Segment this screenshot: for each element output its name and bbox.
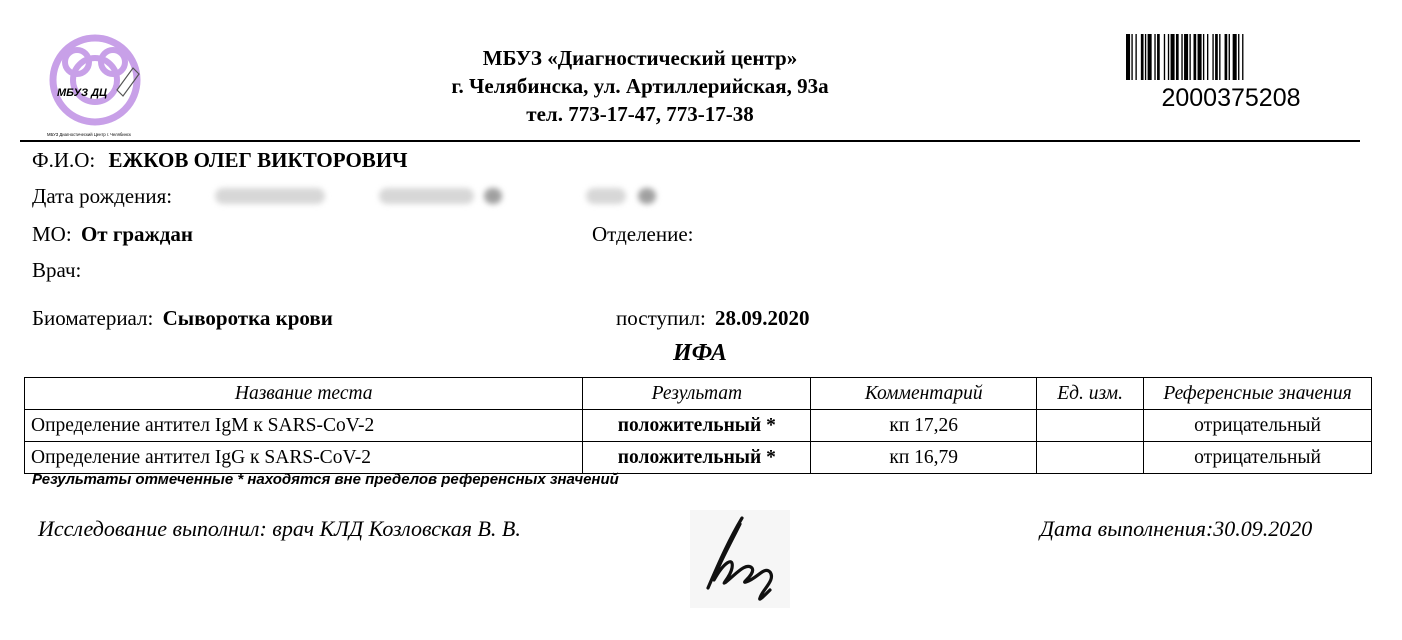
barcode-bar	[1181, 34, 1182, 80]
barcode-bar	[1184, 34, 1188, 80]
barcode-bar	[1242, 34, 1243, 80]
org-phone: тел. 773-17-47, 773-17-38	[526, 102, 754, 126]
organization-header	[310, 44, 970, 128]
test-name-cell: Определение антител IgM к SARS-CoV-2	[25, 410, 583, 442]
barcode-bar	[1212, 34, 1213, 80]
barcode-bar	[1148, 34, 1152, 80]
logo-text: МБУЗ ДЦ	[57, 87, 108, 99]
biomaterial-label: Биоматериал:	[32, 306, 154, 330]
barcode-bar	[1164, 34, 1165, 80]
barcode-bar	[1154, 34, 1155, 80]
barcode-bar	[1207, 34, 1208, 80]
barcode-bar	[1135, 34, 1136, 80]
table-header-row	[25, 378, 1372, 410]
barcode-bar	[1198, 34, 1202, 80]
col-header-test: Название теста	[25, 378, 583, 410]
barcode-bar	[1215, 34, 1218, 80]
patient-name-value: ЕЖКОВ ОЛЕГ ВИКТОРОВИЧ	[108, 148, 408, 172]
department-label: Отделение:	[592, 222, 694, 246]
footnote: Результаты отмеченные * находятся вне пределов референсных значений	[32, 471, 619, 488]
barcode-bar	[1219, 34, 1220, 80]
clinic-logo	[47, 34, 147, 138]
barcode-bar	[1145, 34, 1146, 80]
logo-caption: МБУЗ Диагностический Центр г. Челябинск	[47, 132, 131, 137]
barcode-bar	[1229, 34, 1230, 80]
barcode-number: 2000375208	[1161, 84, 1301, 112]
dob-row	[32, 184, 172, 209]
unit-cell	[1037, 410, 1144, 442]
barcode-bar	[1238, 34, 1239, 80]
performed-by: Исследование выполнил: врач КЛД Козловская В. В.	[38, 516, 521, 541]
barcode-bar	[1189, 34, 1190, 80]
patient-name-label: Ф.И.О:	[32, 148, 96, 172]
barcode-bar	[1141, 34, 1144, 80]
date-performed: Дата выполнения:30.09.2020	[1040, 516, 1313, 541]
barcode-bar	[1168, 34, 1169, 80]
barcode-bar	[1203, 34, 1204, 80]
received-date: 28.09.2020	[715, 306, 810, 330]
barcode-bar	[1225, 34, 1228, 80]
mo-row	[32, 222, 193, 247]
reference-cell: отрицательный	[1144, 442, 1372, 474]
table-row	[25, 442, 1372, 474]
patient-name-row	[32, 148, 408, 173]
result-cell: положительный *	[583, 410, 811, 442]
org-address: г. Челябинска, ул. Артиллерийская, 93а	[451, 74, 829, 98]
results-table	[24, 377, 1372, 474]
comment-cell: кп 17,26	[811, 410, 1037, 442]
redacted-personal-data	[215, 188, 656, 209]
received-row	[616, 306, 810, 331]
col-header-unit: Ед. изм.	[1037, 378, 1144, 410]
col-header-result: Результат	[583, 378, 811, 410]
result-cell: положительный *	[583, 442, 811, 474]
comment-cell: кп 16,79	[811, 442, 1037, 474]
unit-cell	[1037, 442, 1144, 474]
mo-label: МО:	[32, 222, 72, 246]
test-name-cell: Определение антител IgG к SARS-CoV-2	[25, 442, 583, 474]
doctor-label: Врач:	[32, 258, 82, 282]
biomaterial-row	[32, 306, 333, 331]
header-divider	[20, 140, 1360, 142]
col-header-reference: Референсные значения	[1144, 378, 1372, 410]
barcode-bar	[1176, 34, 1179, 80]
signature-image	[690, 510, 790, 608]
barcode-bar	[1157, 34, 1160, 80]
biomaterial-value: Сыворотка крови	[162, 306, 333, 330]
col-header-comment: Комментарий	[811, 378, 1037, 410]
barcode-bar	[1194, 34, 1197, 80]
dob-label: Дата рождения:	[32, 184, 173, 208]
section-title: ИФА	[673, 340, 727, 366]
received-label: поступил:	[616, 306, 706, 330]
org-name: МБУЗ «Диагностический центр»	[482, 46, 798, 70]
barcode-bar	[1233, 34, 1237, 80]
barcode-bar	[1171, 34, 1175, 80]
mo-value: От граждан	[80, 222, 194, 246]
table-row	[25, 410, 1372, 442]
barcode-bar	[1126, 34, 1130, 80]
reference-cell: отрицательный	[1144, 410, 1372, 442]
barcode-bar	[1131, 34, 1132, 80]
